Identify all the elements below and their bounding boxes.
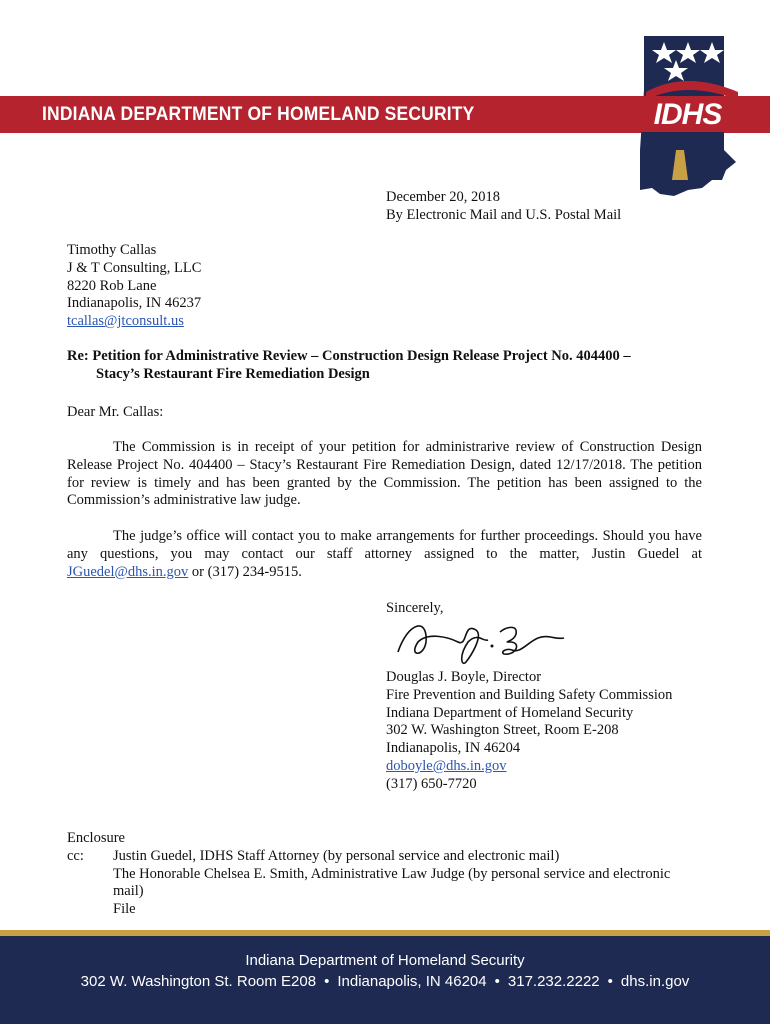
- footer-contact-line: [0, 973, 770, 990]
- enclosure-label: Enclosure: [67, 830, 125, 846]
- recipient-city: Indianapolis, IN 46237: [67, 295, 202, 312]
- handwritten-signature: [388, 612, 568, 670]
- signer-block: [386, 669, 672, 794]
- cc-entry: The Honorable Chelsea E. Smith, Administrative Law Judge (by personal service and electronic mail): [113, 865, 671, 900]
- paragraph-1: The Commission is in receipt of your petition for administrarive review of Construction Design Release Project No. 404400 – Stacy’s Restaurant Fire Remediation Design, dated 12/17/2018. The petition for review is timely and has been granted by the Commission. The petition has been assigned to the Commission’s administrative law judge.: [67, 439, 702, 509]
- footer-separator: •: [607, 973, 613, 990]
- paragraph-2-text: The judge’s office will contact you to make arrangements for further proceedings. Should you have any questions, you may contact our staff attorney assigned to the matter, Justin Guedel at: [67, 528, 702, 562]
- recipient-name: Timothy Callas: [67, 242, 157, 258]
- signer-agency: Indiana Department of Homeland Security: [386, 704, 634, 721]
- footer: [0, 936, 770, 1024]
- footer-separator: •: [324, 973, 330, 990]
- letter-date: December 20, 2018: [386, 189, 500, 205]
- subject-line-1: Re: Petition for Administrative Review – Construction Design Release Project No. 404400 –: [67, 348, 631, 364]
- footer-city: Indianapolis, IN 46204: [337, 973, 487, 990]
- signer-office: Fire Prevention and Building Safety Commission: [386, 686, 673, 703]
- header-title: INDIANA DEPARTMENT OF HOMELAND SECURITY: [42, 104, 475, 125]
- footer-web-link[interactable]: dhs.in.gov: [620, 973, 690, 990]
- salutation: Dear Mr. Callas:: [67, 404, 164, 420]
- attorney-email-link[interactable]: JGuedel@dhs.in.gov: [67, 563, 189, 580]
- signer-phone: (317) 650-7720: [386, 775, 477, 792]
- footer-phone: 317.232.2222: [507, 973, 600, 990]
- signer-name: Douglas J. Boyle, Director: [386, 669, 542, 685]
- logo-text: IDHS: [653, 98, 722, 131]
- recipient-company: J & T Consulting, LLC: [67, 259, 202, 276]
- delivery-method: By Electronic Mail and U.S. Postal Mail: [386, 206, 622, 223]
- recipient-email-link[interactable]: tcallas@jtconsult.us: [67, 313, 184, 330]
- cc-entry: Justin Guedel, IDHS Staff Attorney (by personal service and electronic mail): [113, 847, 560, 864]
- signer-email-link[interactable]: doboyle@dhs.in.gov: [386, 757, 507, 774]
- footer-agency: Indiana Department of Homeland Security: [245, 952, 525, 969]
- date-block: [386, 189, 621, 225]
- signer-city: Indianapolis, IN 46204: [386, 740, 521, 757]
- subject-line-2: Stacy’s Restaurant Fire Remediation Design: [96, 365, 370, 382]
- cc-entry: File: [113, 901, 136, 918]
- recipient-street: 8220 Rob Lane: [67, 277, 157, 294]
- paragraph-2-tail: or (317) 234-9515.: [191, 563, 302, 580]
- enclosure-cc-block: [67, 830, 713, 919]
- recipient-block: [67, 242, 201, 331]
- signer-street: 302 W. Washington Street, Room E-208: [386, 722, 619, 739]
- subject-line: [67, 348, 707, 384]
- closing: Sincerely,: [386, 600, 444, 616]
- footer-separator: •: [494, 973, 500, 990]
- paragraph-2: [67, 528, 702, 581]
- cc-label: cc:: [67, 847, 84, 864]
- footer-address: 302 W. Washington St. Room E208: [80, 973, 317, 990]
